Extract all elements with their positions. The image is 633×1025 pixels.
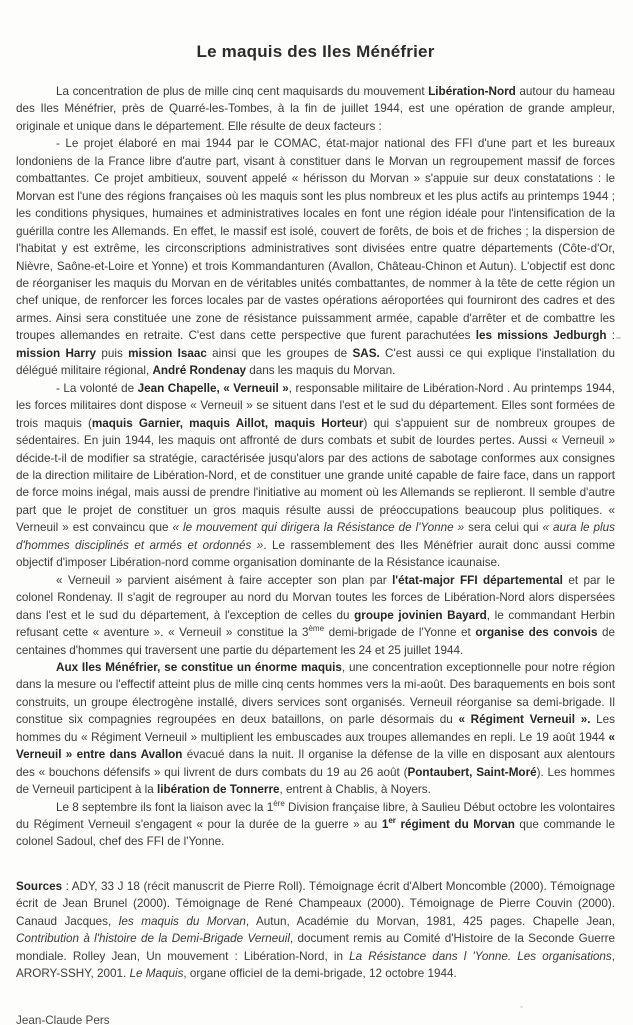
text-segment: , ARORY-SSHY, 2001. <box>16 949 616 981</box>
text-segment: ). Les hommes de Verneuil participent à la <box>16 765 616 797</box>
author-signature: Jean-Claude Pers <box>16 1013 110 1025</box>
text-segment: « le mouvement qui dirigera la Résistance de l'Yonne » <box>172 521 465 535</box>
text-segment: ère <box>273 798 285 808</box>
text-segment: - Le projet élaboré en mai 1944 par le COMAC, état-major national des FFI d'une part et les bureaux londoniens de la France libre d'autre part, visant à constituer dans le Morvan un regroupement massif de forces combattantes. Ce projet ambitieux, souvent appelé « hérisson du Morvan » s'appuie sur deux constatations : le Morvan est l'une des régions françaises où les maquis sont les plus nombreux et les plus actifs au printemps 1944 ; les conditions physiques, humaines et administratives locales en font une région idéale pour l'intensification de la guérilla contre les Allemands. En effet, le massif est isolé, couvert de forêts, de bois et de friches ; la dispersion de l'habitat y est extrême, les circonscriptions administratives sont divisées entre quatre départements (Côte-d'Or, Nièvre, Saône-et-Loire et Yonne) et trois Kommandanturen (Avallon, Château-Chinon et Autun). L'objectif est donc de réorganiser les maquis du Morvan en de véritables unités combattantes, de nommer à la tête de cette région un chef unique, de renforcer les forces locales par de vastes opérations aéroportées qui fourniront des cadres et des armes. Ainsi sera constituée une zone de résistance puissamment armée, capable d'arrêter et de combattre les troupes allemandes en retraite. C'est dans cette perspective que furent parachutées <box>16 137 615 343</box>
text-segment: Sources <box>16 879 63 893</box>
text-segment: C'est aussi ce qui explique l'installation du délégué militaire régional, <box>16 346 616 378</box>
text-segment: , organe officiel de la demi-brigade, 12 octobre 1944. <box>183 967 457 981</box>
text-segment: Aux Iles Ménéfrier, se constitue un énorme maquis <box>56 660 342 674</box>
paragraph <box>16 83 615 135</box>
text-segment: mission Isaac <box>128 346 207 360</box>
text-segment: , une concentration exceptionnelle pour notre région dans la mesure ou l'effectif atteint plus de mille cinq cents hommes vers la mi-août. Des baraquements en bois sont construits, un groupe électrogène installé, divers services sont organisés. Verneuil réorganise sa demi-brigade. Il constitue six compagnies regroupées en deux bataillons, on parle désormais du <box>16 660 615 727</box>
text-segment: La concentration de plus de mille cinq cent maquisards du mouvement <box>56 85 429 98</box>
text-segment: et par le colonel Rondenay. Il s'agit de regrouper au nord du Morvan toutes les forces de Libération-Nord alors dispersées dans l'est et le sud du département, à l'exception de celles du <box>16 573 615 622</box>
text-segment: ème <box>308 624 325 634</box>
text-segment: 1 <box>381 818 389 832</box>
text-segment: André Rondenay <box>152 364 246 378</box>
text-segment: régiment du Morvan <box>395 818 515 832</box>
text-segment: « Verneuil » entre dans Avallon <box>16 730 615 762</box>
text-segment: Le 8 septembre ils font la liaison avec la 1 <box>56 800 274 814</box>
text-segment: autour du hameau des Iles Ménéfrier, près de Quarré-les-Tombes, à la fin de juillet 1944, est une opération de grande ampleur, originale et unique dans le département. Elle résulte de deux facteurs : <box>16 85 615 133</box>
text-segment: mission Harry <box>16 346 97 360</box>
sources-paragraph <box>16 878 615 983</box>
text-segment: , entrent à Chablis, à Noyers. <box>279 783 431 797</box>
text-segment: Jean Chapelle, « Verneuil » <box>137 381 289 395</box>
paragraph <box>16 799 615 851</box>
paragraph <box>16 380 615 572</box>
text-segment: les maquis du Morvan <box>118 914 246 928</box>
text-segment: , le commandant Herbin refusant cette « aventure ». « Verneuil » constitue la 3 <box>16 608 616 640</box>
text-segment: Pontaubert, Saint-Moré <box>407 765 537 779</box>
text-segment: évacué dans la nuit. Il organise la défense de la ville en disposant aux alentours des « bouchons défensifs » qui livrent de durs combats du 19 au 26 août ( <box>16 748 615 779</box>
scan-speck <box>588 769 592 771</box>
text-segment: libération de Tonnerre <box>157 783 280 797</box>
text-segment: maquis Garnier, maquis Aillot, maquis Horteur <box>91 416 364 430</box>
scan-speck <box>520 1006 523 1008</box>
text-segment: groupe jovinien Bayard <box>354 608 487 622</box>
text-segment: : <box>606 329 616 343</box>
text-segment: de centaines d'hommes qui traversent une partie du département les 24 et 25 juillet 1944. <box>16 626 616 657</box>
text-segment: l'état-major FFI départemental <box>392 573 563 587</box>
text-segment: er <box>388 816 396 826</box>
sources-section <box>16 878 615 983</box>
page-title: Le maquis des Iles Ménéfrier <box>196 42 435 61</box>
text-segment: La Résistance dans l 'Yonne. Les organisations <box>349 949 612 963</box>
text-segment: : ADY, 33 J 18 (récit manuscrit de Pierre Roll). Témoignage écrit d'Albert Moncomble (2000). Témoignage écrit de Jean Brunel (2000). Témoignage de René Champeaux (2000). Témoignage de Pierre Couvin (2000). Canaud Jacques, <box>16 879 615 928</box>
document-body <box>16 83 615 851</box>
text-segment: demi-brigade de l'Yonne et <box>324 626 476 640</box>
text-segment: Le Maquis <box>129 967 184 981</box>
text-segment: « aura le plus d'hommes disciplinés et armés et ordonnés » <box>16 521 615 552</box>
paragraph <box>16 659 615 799</box>
text-segment: Division française libre, à Saulieu Début octobre les volontaires du Régiment Verneuil s'engagent « pour la durée de la guerre » au <box>16 800 615 832</box>
text-segment: Contribution à l'histoire de la Demi-Brigade Verneuil <box>16 932 290 946</box>
text-segment: dans les maquis du Morvan. <box>245 364 396 378</box>
text-segment: « Verneuil » parvient aisément à faire accepter son plan par <box>56 573 393 587</box>
text-segment: - La volonté de <box>56 381 138 395</box>
text-segment: ) qui s'appuient sur de nombreux groupes de sédentaires. En juin 1944, les maquis ont affronté de durs combats et subit de lourdes pertes. Aussi « Verneuil » décide-t-il de modifier sa stratégie, caractérisée jusqu'alors par des actions de sabotage conformes aux consignes de la direction militaire de Libération-Nord, et de constituer une grande unité capable de faire face, dans un rapport de force moins inégal, mais aussi de prendre l'initiative au moment où les Allemands se replieront. Il semble d'autre part que le projet de constituer un gros maquis résulte aussi de préoccupations beaucoup plus politiques. « Verneuil » est convaincu que <box>16 416 615 535</box>
text-segment: ainsi que les groupes de <box>206 346 353 360</box>
text-segment: organise des convois <box>475 626 598 640</box>
text-segment: , Autun, Académie du Morvan, 1981, 425 pages. Chapelle Jean, <box>245 914 615 928</box>
text-segment: sera celui qui <box>464 521 543 535</box>
text-segment: « Régiment Verneuil ». <box>458 713 591 727</box>
text-segment: puis <box>96 346 129 360</box>
paragraph <box>16 135 615 379</box>
text-segment: , document remis au Comité d'Histoire de la Seconde Guerre mondiale. Rolley Jean, Un mouvement : Libération-Nord, in <box>16 932 615 963</box>
text-segment: , responsable militaire de Libération-Nord . Au printemps 1944, les forces militaires dont dispose « Verneuil » se situent dans l'est et le sud du département. Elles sont formées de trois maquis ( <box>16 381 615 430</box>
text-segment: . Le rassemblement des Iles Ménéfrier aurait donc aussi comme objectif d'imposer Libération-nord comme organisation dominante de la Résistance icaunaise. <box>16 538 615 570</box>
text-segment: SAS. <box>352 346 380 360</box>
text-segment: que commande le colonel Sadoul, chef des FFI de l'Yonne. <box>16 818 616 849</box>
text-segment: Libération-Nord <box>428 85 516 98</box>
text-segment: Les hommes du « Régiment Verneuil » multiplient les embuscades aux troupes allemandes en repli. Le 19 août 1944 <box>16 713 616 744</box>
scan-speck <box>616 337 621 339</box>
paragraph <box>16 572 615 659</box>
text-segment: les missions Jedburgh <box>475 329 607 343</box>
